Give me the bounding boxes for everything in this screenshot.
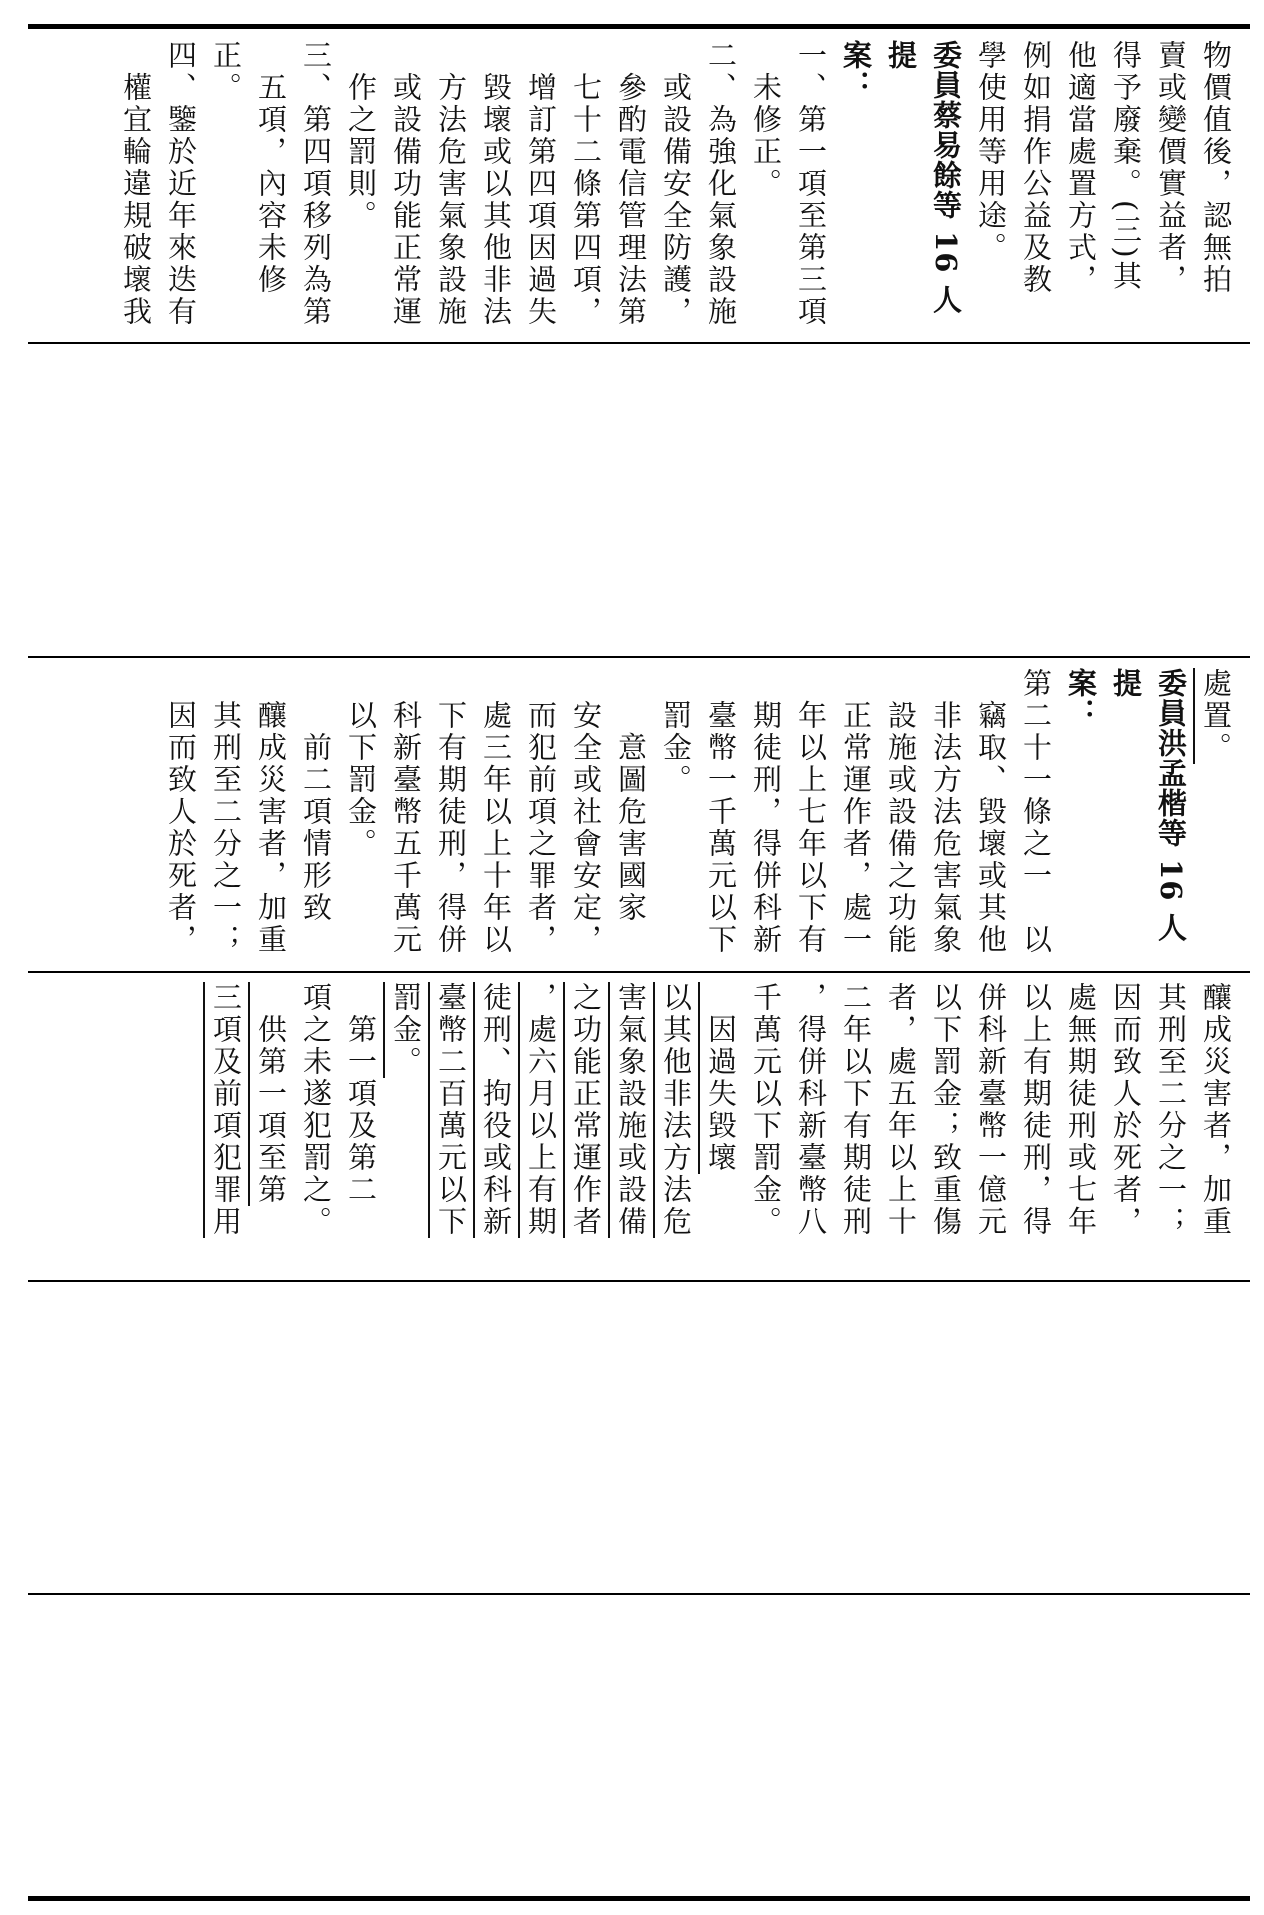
text-line: 處三年以上十年以 bbox=[479, 668, 513, 956]
table-row-1 bbox=[38, 40, 1238, 332]
text-line: 科新臺幣五千萬元 bbox=[389, 668, 423, 956]
text-line: 者，處五年以上十 bbox=[884, 982, 918, 1238]
text-line: 毀壞或以其他非法 bbox=[479, 40, 513, 328]
row-text bbox=[38, 982, 1238, 1272]
text-line: 學使用等用途。 bbox=[974, 40, 1008, 264]
text-line: 之功能正常運作者 bbox=[569, 982, 603, 1238]
text-line: 徒刑、拘役或科新 bbox=[479, 982, 513, 1238]
text-line: 作之罰則。 bbox=[344, 40, 378, 232]
text-line: 方法危害氣象設施 bbox=[434, 40, 468, 328]
text-line: 非法方法危害氣象 bbox=[929, 668, 963, 956]
text-line: 因而致人於死者， bbox=[1109, 982, 1143, 1238]
table-row-4 bbox=[38, 1610, 1238, 1890]
text-line: 案： bbox=[1064, 668, 1098, 728]
text-line: 賣或變價實益者， bbox=[1154, 40, 1188, 296]
text-line: 二、為強化氣象設施 bbox=[704, 40, 738, 328]
text-line: ，得併科新臺幣八 bbox=[794, 982, 828, 1238]
table-row-2 bbox=[38, 668, 1238, 962]
text-line: 二年以下有期徒刑 bbox=[839, 982, 873, 1238]
text-line: 案： bbox=[839, 40, 873, 100]
table-row-3 bbox=[38, 982, 1238, 1272]
row-divider bbox=[28, 1593, 1250, 1595]
text-line: 三、第四項移列為第 bbox=[299, 40, 333, 328]
text-line: 正常運作者，處一 bbox=[839, 668, 873, 956]
text-line: 釀成災害者，加重 bbox=[254, 668, 288, 956]
text-line: 未修正。 bbox=[749, 40, 783, 200]
row-divider bbox=[28, 1280, 1250, 1282]
text-line: 以下罰金；致重傷 bbox=[929, 982, 963, 1238]
text-line: 參酌電信管理法第 bbox=[614, 40, 648, 328]
text-line: 以其他非法方法危 bbox=[659, 982, 693, 1238]
text-line: 臺幣一千萬元以下 bbox=[704, 668, 738, 956]
text-line: 項之未遂犯罰之。 bbox=[299, 982, 333, 1238]
text-line: 他適當處置方式， bbox=[1064, 40, 1098, 296]
bottom-rule bbox=[28, 1896, 1250, 1901]
text-line: 處置。 bbox=[1199, 668, 1233, 764]
text-line: 罰金。 bbox=[659, 668, 693, 796]
text-line: 處無期徒刑或七年 bbox=[1064, 982, 1098, 1238]
text-line: 其刑至二分之一； bbox=[209, 668, 243, 956]
row-text bbox=[38, 668, 1238, 962]
row-divider bbox=[28, 971, 1250, 973]
text-line: 權宜輪違規破壞我 bbox=[119, 40, 153, 328]
text-line: 併科新臺幣一億元 bbox=[974, 982, 1008, 1238]
text-line: 設施或設備之功能 bbox=[884, 668, 918, 956]
text-line: 而犯前項之罪者， bbox=[524, 668, 558, 956]
text-line: 前二項情形致 bbox=[299, 668, 333, 924]
text-line: 釀成災害者，加重 bbox=[1199, 982, 1233, 1238]
text-line: 第一項及第二 bbox=[344, 982, 378, 1206]
text-line: 四、鑒於近年來迭有 bbox=[164, 40, 198, 328]
text-line: 或設備功能正常運 bbox=[389, 40, 423, 328]
text-line: 得予廢棄。(三)其 bbox=[1109, 40, 1143, 293]
row-divider bbox=[28, 656, 1250, 658]
text-line: 下有期徒刑，得併 bbox=[434, 668, 468, 956]
text-line: 期徒刑，得併科新 bbox=[749, 668, 783, 956]
text-line: 以下罰金。 bbox=[344, 668, 378, 860]
text-line: 委員蔡易餘等 16 人提 bbox=[884, 40, 963, 315]
text-line: 以上有期徒刑，得 bbox=[1019, 982, 1053, 1238]
text-line: ，處六月以上有期 bbox=[524, 982, 558, 1238]
text-line: 物價值後，認無拍 bbox=[1199, 40, 1233, 296]
text-line: 罰金。 bbox=[389, 982, 423, 1078]
text-line: 三項及前項犯罪用 bbox=[209, 982, 243, 1238]
text-line: 安全或社會安定， bbox=[569, 668, 603, 956]
text-line: 例如捐作公益及教 bbox=[1019, 40, 1053, 296]
text-line: 增訂第四項因過失 bbox=[524, 40, 558, 328]
text-line: 千萬元以下罰金。 bbox=[749, 982, 783, 1238]
text-line: 第二十一條之一 以 bbox=[1019, 668, 1053, 956]
text-line: 年以上七年以下有 bbox=[794, 668, 828, 956]
text-line: 其刑至二分之一； bbox=[1154, 982, 1188, 1238]
text-line: 竊取、毀壞或其他 bbox=[974, 668, 1008, 956]
text-line: 害氣象設施或設備 bbox=[614, 982, 648, 1238]
text-line: 意圖危害國家 bbox=[614, 668, 648, 924]
text-line: 供第一項至第 bbox=[254, 982, 288, 1206]
text-line: 一、第一項至第三項 bbox=[794, 40, 828, 328]
row-divider bbox=[28, 342, 1250, 344]
text-line: 委員洪孟楷等 16 人提 bbox=[1109, 668, 1188, 943]
text-line: 或設備安全防護， bbox=[659, 40, 693, 328]
row-text bbox=[38, 40, 1238, 332]
text-line: 因而致人於死者， bbox=[164, 668, 198, 956]
text-line: 五項，內容未修正。 bbox=[209, 40, 288, 296]
text-line: 七十二條第四項， bbox=[569, 40, 603, 328]
top-rule bbox=[28, 24, 1250, 29]
row-text bbox=[38, 1610, 1238, 1890]
text-line: 因過失毀壞 bbox=[704, 982, 738, 1174]
text-line: 臺幣二百萬元以下 bbox=[434, 982, 468, 1238]
